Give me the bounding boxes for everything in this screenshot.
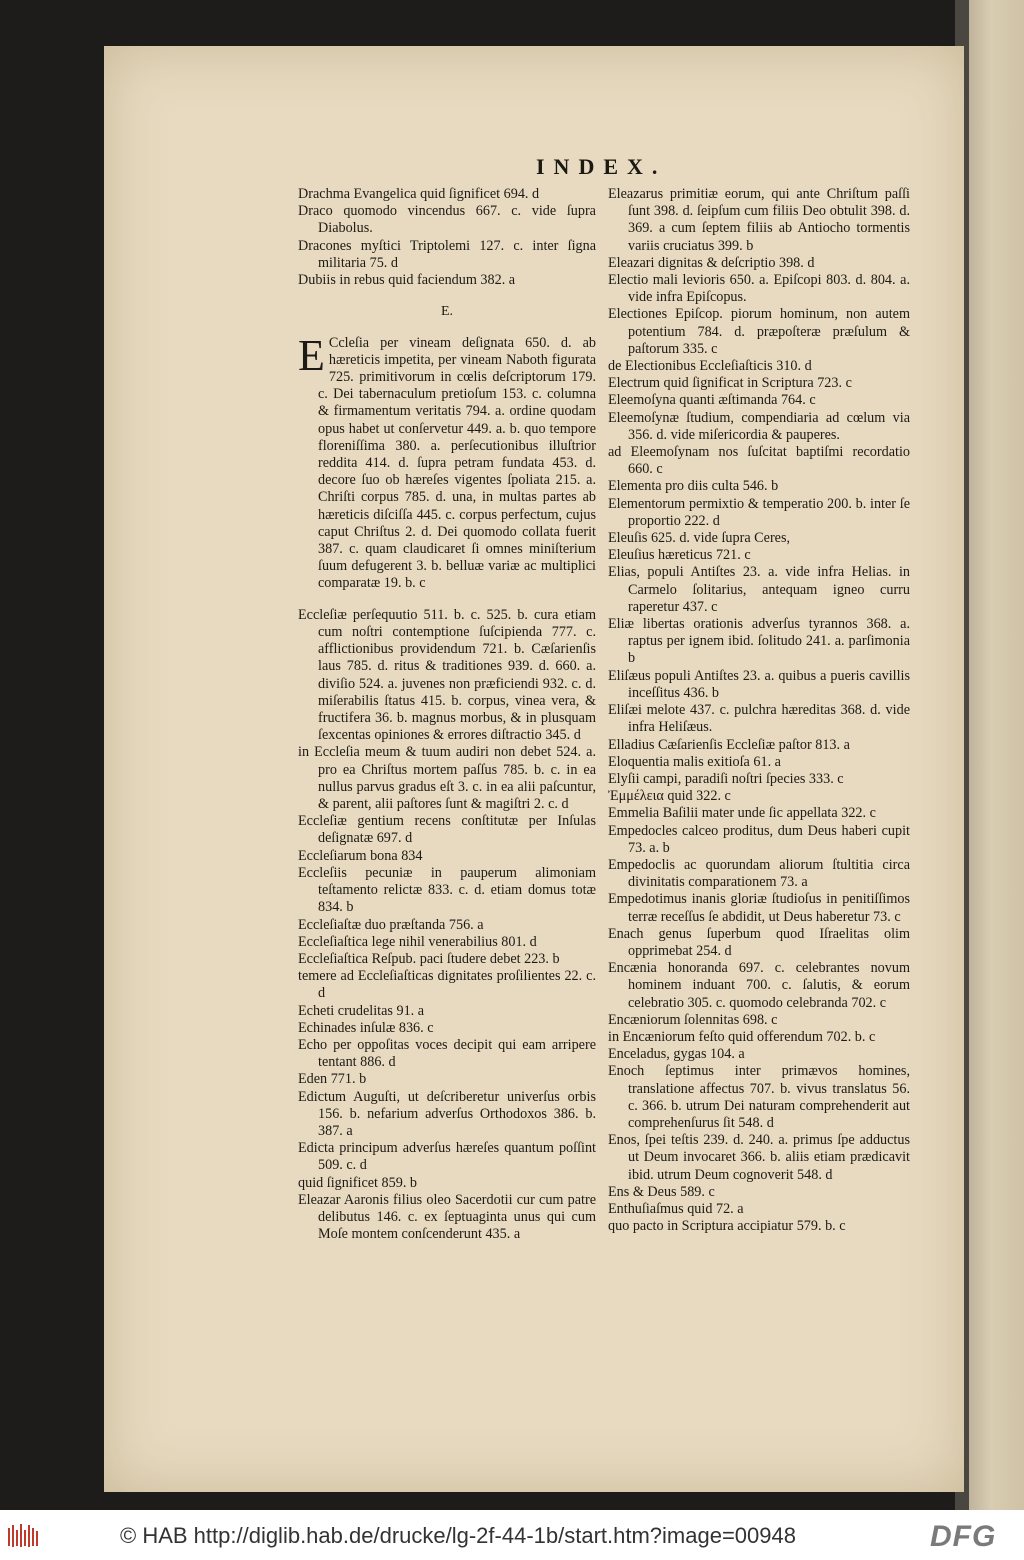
index-entry: Echeti crudelitas 91. a (298, 1002, 425, 1019)
index-entry: Enoch ſeptimus inter primævos homines, translatione affectus 707. b. vivus translatus 56. c. 366. b. utrum Dei naturam comprehenderit aut comprehenſurus ſit 548. d (608, 1063, 910, 1131)
index-entry: Eden 771. b (298, 1071, 367, 1088)
index-entry: quo pacto in Scriptura accipiatur 579. b. c (608, 1218, 846, 1235)
left-column (298, 186, 596, 1243)
index-entry: Encænia honoranda 697. c. celebrantes novum hominem induant 700. c. ſalutis, & eorum celebratio 305. c. quomodo celebranda 702. c (608, 960, 910, 1011)
index-entry: Echo per oppoſitas voces decipit qui eam arripere tentant 886. d (298, 1036, 596, 1071)
index-entry: Ens & Deus 589. c (608, 1183, 715, 1200)
index-entry: Elementa pro diis culta 546. b (608, 478, 779, 495)
index-entry: Encæniorum ſolennitas 698. c (608, 1011, 778, 1028)
index-entry: in Encæniorum feſto quid offerendum 702. b. c (608, 1028, 876, 1045)
index-entry: Elyſii campi, paradiſi noſtri ſpecies 333. c (608, 770, 844, 787)
index-entry: Empedotimus inanis gloriæ ſtudioſus in penitiſſimos terræ receſſus ſe abdidit, ut Deus haberetur 73. c (608, 891, 910, 925)
page-header: INDEX. (536, 154, 667, 179)
index-entry: de Electionibus Eccleſiaſticis 310. d (608, 358, 812, 375)
index-entry: Eccleſiarum bona 834 (298, 847, 423, 864)
index-entry: Elladius Cæſarienſis Eccleſiæ paſtor 813. a (608, 736, 850, 753)
drop-cap: E (298, 330, 325, 380)
left-top-entries (298, 186, 596, 289)
index-entry: Edictum Auguſti, ut deſcriberetur univerſus orbis 156. b. nefarium adverſus Orthodoxos 386. b. 387. a (298, 1088, 596, 1139)
index-entry: Eleemoſyna quanti æſtimanda 764. c (608, 392, 816, 409)
index-entry: Eccleſiaſtica Reſpub. paci ſtudere debet 223. b (298, 950, 560, 967)
index-entry: Eccleſiis pecuniæ in pauperum alimoniam teſtamento relictæ 833. c. d. etiam domus totæ 834. b (298, 864, 596, 916)
index-entry: Echinades inſulæ 836. c (298, 1019, 434, 1036)
index-entry: in Eccleſia meum & tuum audiri non debet 524. a. pro ea Chriſtus mortem paſſus 785. b. c. in ea nullus parvus gradus eſt 3. c. in ea alii paſcuntur, & parent, alii paſtores ſunt & magiſtri 2. c. d (298, 744, 596, 813)
index-entry: Dracones myſtici Triptolemi 127. c. inter ſigna militaria 75. d (298, 237, 596, 271)
first-entry (298, 330, 596, 593)
index-entry: Enach genus ſuperbum quod Iſraelitas olim opprimebat 254. d (608, 925, 910, 959)
footer-copyright-link[interactable]: © HAB http://diglib.hab.de/drucke/lg-2f-44-1b/start.htm?image=00948 (120, 1523, 796, 1548)
index-entry: Eleuſius hæreticus 721. c (608, 547, 751, 564)
index-entry: Eleazarus primitiæ eorum, qui ante Chriſtum paſſi ſunt 398. d. ſeipſum cum filiis Deo obtulit 398. d. 369. a cum ſeptem filiis ab Antiocho tormentis variis cruciatus 399. b (608, 186, 910, 254)
index-entry: Electiones Epiſcop. piorum hominum, non autem potentium 784. d. præpoſteræ præſulum & paſtorum 335. c (608, 306, 910, 357)
index-entry: Eleazari dignitas & deſcriptio 398. d (608, 254, 815, 271)
index-entry: Elias, populi Antiſtes 23. a. vide infra Helias. in Carmelo ſolitarius, antequam igneo curru raperetur 437. c (608, 564, 910, 615)
section-letter: E. (440, 304, 454, 320)
index-entry: Ἐμμέλεια quid 322. c (608, 788, 731, 805)
index-entry: Electio mali levioris 650. a. Epiſcopi 803. d. 804. a. vide infra Epiſcopus. (608, 272, 910, 306)
index-entry: Draco quomodo vincendus 667. c. vide ſupra Diabolus. (298, 203, 596, 237)
index-entry: Eliæ libertas orationis adverſus tyrannos 368. a. raptus per ignem ibid. ſolitudo 241. a. parſimonia b (608, 616, 910, 667)
index-entry: Eliſæus populi Antiſtes 23. a. quibus a pueris cavillis inceſſitus 436. b (608, 667, 910, 701)
index-entry: Enos, ſpei teſtis 239. d. 240. a. primus ſpe adductus ut Deum invocaret 366. b. aliis etiam prædicavit ibid. utrum Deum cognoverit 548. d (608, 1132, 910, 1183)
index-entry: Elementorum permixtio & temperatio 200. b. inter ſe proportio 222. d (608, 495, 910, 529)
index-entry: Eleemoſynæ ſtudium, compendiaria ad cœlum via 356. d. vide miſericordia & pauperes. (608, 409, 910, 443)
left-rest-entries (298, 607, 596, 1244)
index-entry: Eleuſis 625. d. vide ſupra Ceres, (608, 530, 791, 547)
right-column (608, 186, 910, 1235)
index-entry: Edicta principum adverſus hæreſes quantum poſſint 509. c. d (298, 1140, 596, 1174)
first-entry-text: Ccleſia per vineam deſignata 650. d. ab hæreticis impetita, per vineam Naboth figurata 725. primitivorum in cœlis deſcriptorum 179. c. Dei tabernaculum pretioſum 153. c. columna & firmamentum veritatis 794. a. ordine quodam opus habet ut conſervetur 449. a. b. quo tempore floreniſſima 380. a. perſecutionibus illuſtrior reddita 414. d. ſupra petram fundata 453. d. decore ſuo ob hæreſes vigentes ſpoliata 215. a. Chriſti corpus 785. d. una, in multas partes ab hæreticis diſciſſa 445. c. corpus perfectum, cujus caput Chriſtus 2. d. Dei quomodo collata fuerit 387. c. quam claudicaret ſi omnes miniſterium ſuum defugerent 3. b. belluæ variæ ac multiplici comparatæ 19. b. c (318, 334, 596, 592)
index-entry: Eleazar Aaronis filius oleo Sacerdotii cur cum patre delibutus 146. c. ex ſeptuaginta unus qui cum Moſe montem conſcenderunt 435. a (298, 1191, 596, 1243)
index-entry: Eccleſiæ gentium recens conſtitutæ per Inſulas deſignatæ 697. d (298, 813, 596, 847)
index-entry: ad Eleemoſynam nos ſuſcitat baptiſmi recordatio 660. c (608, 444, 910, 478)
right-entries (608, 186, 910, 1235)
index-entry: quid ſignificet 859. b (298, 1174, 418, 1191)
index-entry: Eliſæi melote 437. c. pulchra hæreditas 368. d. vide infra Heliſæus. (608, 702, 910, 736)
index-entry: Dubiis in rebus quid faciendum 382. a (298, 272, 516, 289)
index-entry: Eccleſiæ perſequutio 511. b. c. 525. b. cura etiam cum noſtri contemptione ſuſcipienda 777. c. afflictionibus providendum 721. b. Cæſarienſis laus 785. d. ritus & traditiones 939. d. 660. a. diviſio 524. a. juvenes non præficiendi 932. c. d. miſerabilis ſtatus 415. b. corpus, vinea vera, & fructifera 36. b. magnus morbus, & in plusquam ſexcentas opiniones & errores diſtractio 345. d (298, 606, 596, 744)
hab-logo-icon (6, 1522, 40, 1550)
index-entry: Emmelia Baſilii mater unde ſic appellata 322. c (608, 805, 876, 822)
index-entry: Drachma Evangelica quid ſignificet 694. d (298, 186, 540, 202)
index-entry: Eccleſiaſtica lege nihil venerabilius 801. d (298, 933, 537, 950)
index-entry: Empedoclis ac quorundam aliorum ſtultitia circa divinitatis comparationem 73. a (608, 856, 910, 891)
index-entry: Eccleſiaſtæ duo præſtanda 756. a (298, 916, 484, 933)
index-entry: Enthuſiaſmus quid 72. a (608, 1200, 744, 1217)
index-entry: temere ad Eccleſiaſticas dignitates proſilientes 22. c. d (298, 968, 596, 1002)
index-entry: Enceladus, gygas 104. a (608, 1046, 745, 1063)
index-entry: Electrum quid ſignificat in Scriptura 723. c (608, 375, 852, 392)
index-entry: Eloquentia malis exitioſa 61. a (608, 753, 781, 770)
index-entry: Empedocles calceo proditus, dum Deus haberi cupit 73. a. b (608, 822, 910, 856)
adjacent-page-edge (964, 0, 1024, 1510)
dfg-logo: DFG (930, 1520, 997, 1553)
